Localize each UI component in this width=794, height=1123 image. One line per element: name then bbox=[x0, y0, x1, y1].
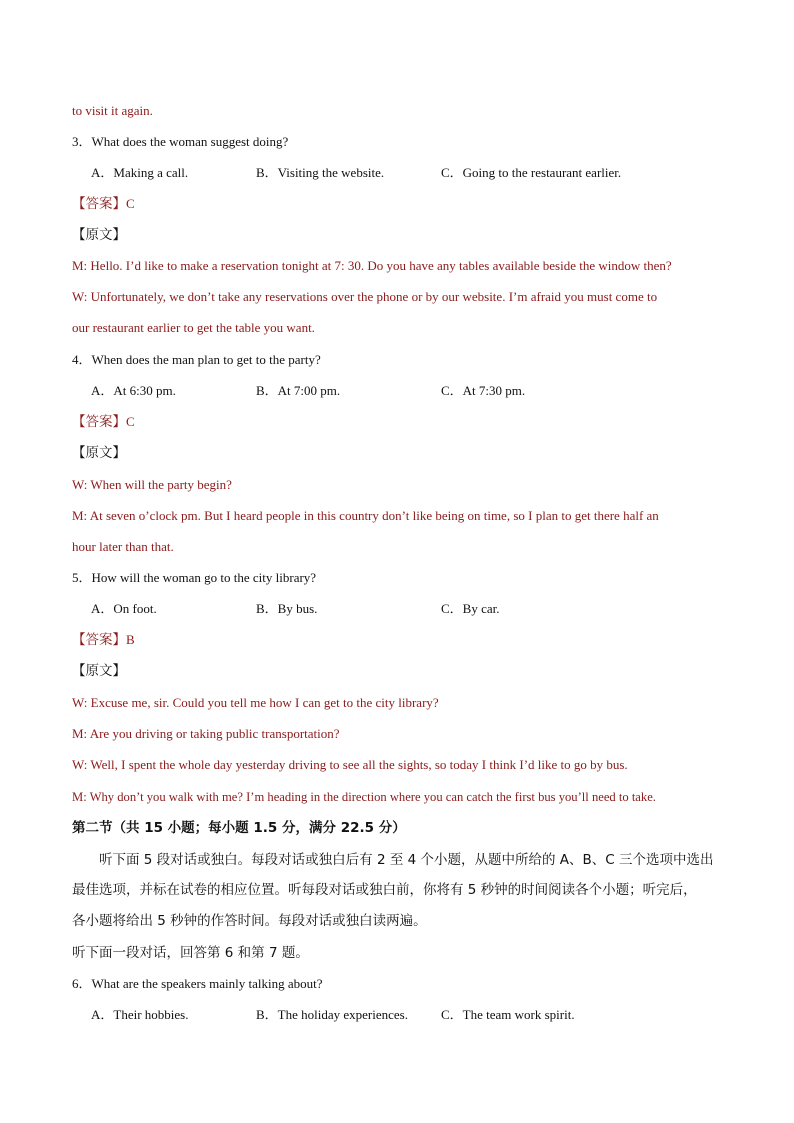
original-text-tag: 【原文】 bbox=[72, 227, 126, 243]
answer-tag: 【答案】 bbox=[72, 632, 126, 648]
dialogue-line: M: Hello. I’d like to make a reservation tonight at 7: 30. Do you have any tables available beside the window then? bbox=[72, 258, 672, 273]
dialogue-line: W: Unfortunately, we don’t take any reservations over the phone or by our website. I’m afraid you must come to bbox=[72, 289, 658, 304]
option-3b: B．Visiting the website. bbox=[256, 165, 385, 180]
option-6c: C．The team work spirit. bbox=[441, 1007, 575, 1022]
option-3a: A．Making a call. bbox=[91, 165, 189, 180]
question-3: 3．What does the woman suggest doing? bbox=[72, 134, 289, 149]
option-4a: A．At 6:30 pm. bbox=[91, 383, 176, 398]
option-3c: C．Going to the restaurant earlier. bbox=[441, 165, 622, 180]
option-4c: C．At 7:30 pm. bbox=[441, 383, 526, 398]
dialogue-line: W: When will the party begin? bbox=[72, 477, 232, 492]
original-text-tag: 【原文】 bbox=[72, 445, 126, 461]
dialogue-line: hour later than that. bbox=[72, 539, 174, 554]
answer-value: C bbox=[126, 414, 135, 429]
answer-4 bbox=[72, 413, 135, 431]
instructions-line: 最佳选项，并标在试卷的相应位置。听每段对话或独白前，你将有 5 秒钟的时间阅读各个小题；听完后， bbox=[72, 882, 697, 898]
question-4: 4．When does the man plan to get to the party? bbox=[72, 352, 321, 367]
option-5a: A．On foot. bbox=[91, 601, 157, 616]
option-6b: B．The holiday experiences. bbox=[256, 1007, 408, 1022]
dialogue-line: our restaurant earlier to get the table you want. bbox=[72, 320, 315, 335]
instructions-line: 各小题将给出 5 秒钟的作答时间。每段对话或独白读两遍。 bbox=[72, 913, 427, 929]
answer-tag: 【答案】 bbox=[72, 414, 126, 430]
dialogue-line: W: Well, I spent the whole day yesterday driving to see all the sights, so today I think I’d like to go by bus. bbox=[72, 757, 628, 772]
instructions-line: 听下面 5 段对话或独白。每段对话或独白后有 2 至 4 个小题，从题中所给的 A、B、C 三个选项中选出 bbox=[99, 852, 714, 868]
dialogue-line: to visit it again. bbox=[72, 103, 153, 118]
answer-value: C bbox=[126, 196, 135, 211]
dialogue-line: M: At seven o’clock pm. But I heard people in this country don’t like being on time, so I plan to get there half an bbox=[72, 508, 659, 523]
option-4b: B．At 7:00 pm. bbox=[256, 383, 341, 398]
answer-5 bbox=[72, 631, 135, 649]
original-text-tag: 【原文】 bbox=[72, 663, 126, 679]
answer-tag: 【答案】 bbox=[72, 196, 126, 212]
option-5c: C．By car. bbox=[441, 601, 500, 616]
option-5b: B．By bus. bbox=[256, 601, 318, 616]
option-6a: A．Their hobbies. bbox=[91, 1007, 189, 1022]
question-5: 5．How will the woman go to the city library? bbox=[72, 570, 317, 585]
section-heading: 第二节（共 15 小题；每小题 1.5 分，满分 22.5 分） bbox=[72, 820, 406, 836]
question-6: 6．What are the speakers mainly talking about? bbox=[72, 976, 323, 991]
answer-value: B bbox=[126, 632, 135, 647]
answer-3 bbox=[72, 195, 135, 213]
dialogue-line: W: Excuse me, sir. Could you tell me how I can get to the city library? bbox=[72, 695, 439, 710]
dialogue-line: M: Why don’t you walk with me? I’m heading in the direction where you can catch the first bus you’ll need to take. bbox=[72, 790, 656, 804]
instructions-line: 听下面一段对话，回答第 6 和第 7 题。 bbox=[72, 945, 309, 961]
dialogue-line: M: Are you driving or taking public transportation? bbox=[72, 726, 340, 741]
